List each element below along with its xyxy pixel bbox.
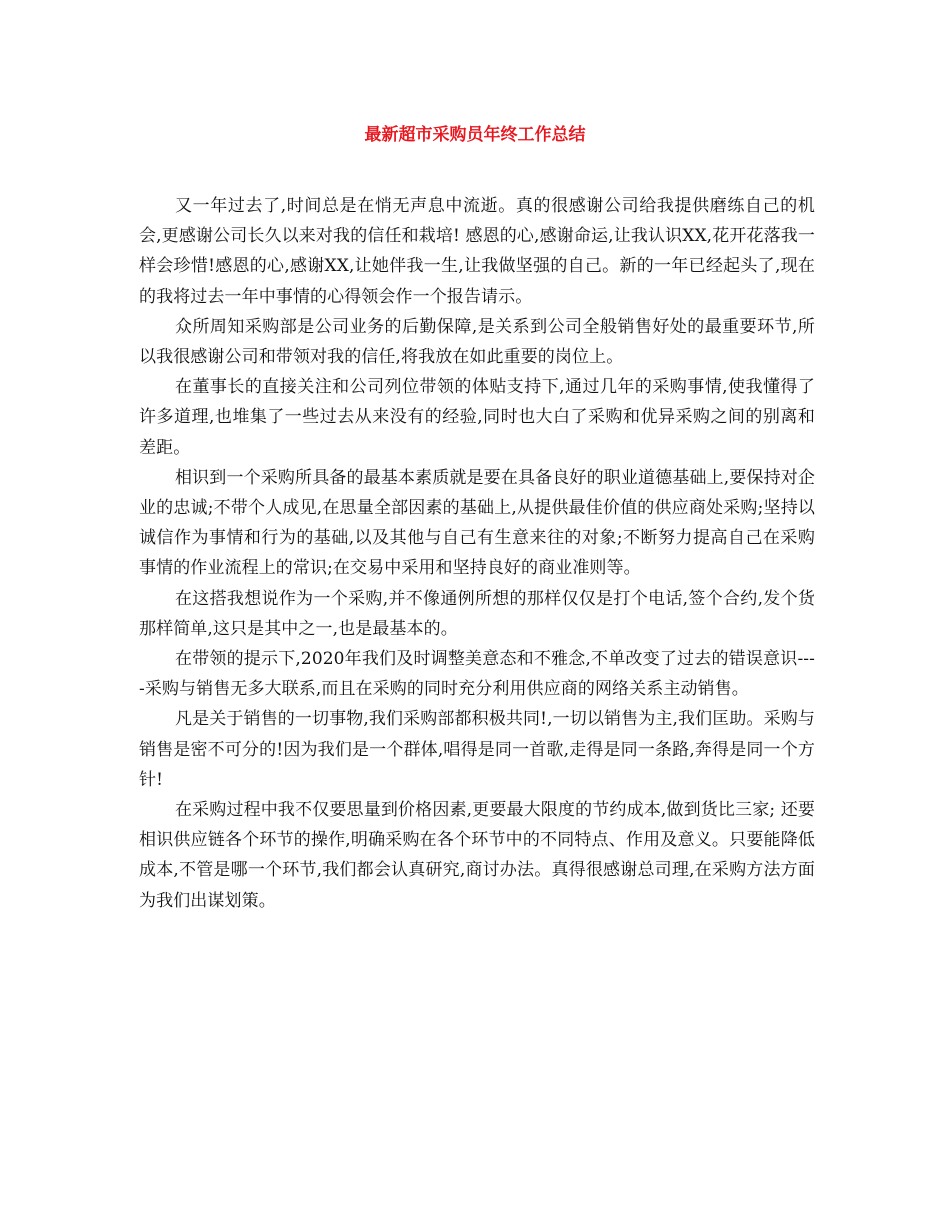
document-body xyxy=(139,191,815,916)
paragraph-7: 凡是关于销售的一切事物,我们采购部都积极共同!,一切以销售为主,我们匡助。采购与销售是密不可分的!因为我们是一个群体,唱得是同一首歌,走得是同一条路,奔得是同一个方针! xyxy=(139,709,815,790)
paragraph-1: 又一年过去了,时间总是在悄无声息中流逝。真的很感谢公司给我提供磨练自己的机会,更感谢公司长久以来对我的信任和栽培! 感恩的心,感谢命运,让我认识XX,花开花落我一样会珍惜!感恩的心,感谢XX,让她伴我一生,让我做坚强的自己。新的一年已经起头了,现在的我将过去一年中事情的心得领会作一个报告请示。 xyxy=(139,196,815,307)
paragraph-4: 相识到一个采购所具备的最基本素质就是要在具备良好的职业道德基础上,要保持对企业的忠诚;不带个人成见,在思量全部因素的基础上,从提供最佳价值的供应商处采购;坚持以诚信作为事情和行为的基础,以及其他与自己有生意来往的对象;不断努力提高自己在采购事情的作业流程上的常识;在交易中采用和坚持良好的商业准则等。 xyxy=(139,467,815,579)
paragraph-3: 在董事长的直接关注和公司列位带领的体贴支持下,通过几年的采购事情,使我懂得了许多道理,也堆集了一些过去从来没有的经验,同时也大白了采购和优异采购之间的别离和差距。 xyxy=(139,377,815,458)
paragraph-8: 在采购过程中我不仅要思量到价格因素,更要最大限度的节约成本,做到货比三家; 还要相识供应链各个环节的操作,明确采购在各个环节中的不同特点、作用及意义。只要能降低成本,不管是哪一个环节,我们都会认真研究,商讨办法。真得很感谢总司理,在采购方法方面为我们出谋划策。 xyxy=(139,800,815,911)
document-title: 最新超市采购员年终工作总结 xyxy=(364,125,586,145)
paragraph-5: 在这搭我想说作为一个采购,并不像通例所想的那样仅仅是打个电话,签个合约,发个货那样简单,这只是其中之一,也是最基本的。 xyxy=(139,588,815,639)
paragraph-6: 在带领的提示下,2020年我们及时调整美意态和不雅念,不单改变了过去的错误意识----采购与销售无多大联系,而且在采购的同时充分利用供应商的网络关系主动销售。 xyxy=(139,649,815,700)
paragraph-2: 众所周知采购部是公司业务的后勤保障,是关系到公司全般销售好处的最重要环节,所以我很感谢公司和带领对我的信任,将我放在如此重要的岗位上。 xyxy=(139,316,815,368)
